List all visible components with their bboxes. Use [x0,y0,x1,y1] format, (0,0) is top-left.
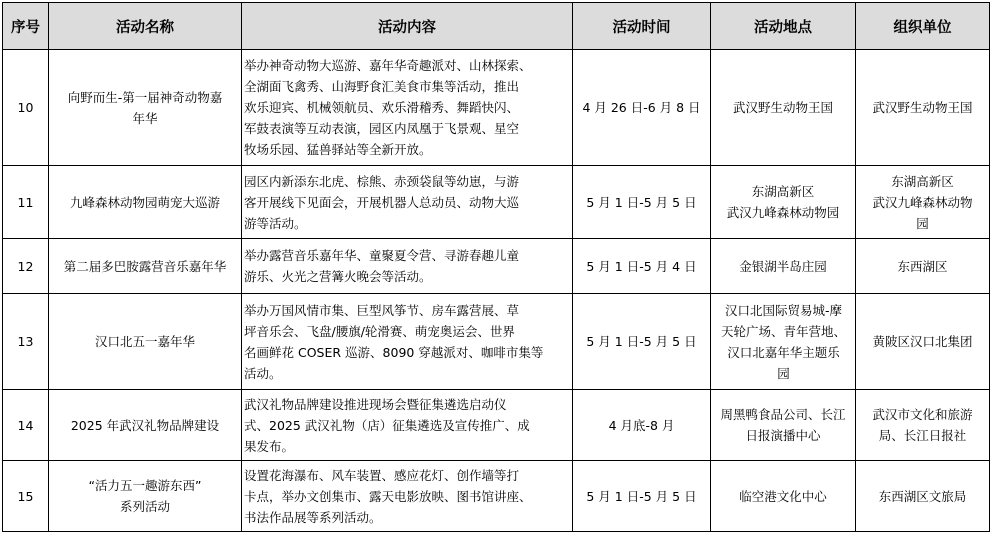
cell-time: 4 月底-8 月 [573,390,711,461]
cell-org: 武汉市文化和旅游 局、长江日报社 [856,390,990,461]
cell-org: 东湖高新区 武汉九峰森林动物 园 [856,166,990,239]
cell-content: 举办万国风情市集、巨型风筝节、房车露营展、草 坪音乐会、飞盘/腰旗/轮滑赛、萌宠奥运会、世界 名画鲜花 COSER 巡游、8090 穿越派对、咖啡市集等 活动。 [242,294,573,390]
cell-seq: 11 [3,166,49,239]
cell-content: 举办神奇动物大巡游、嘉年华奇趣派对、山林探索、 全湖面飞禽秀、山海野食汇美食市集等活动，推出 欢乐迎宾、机械领航员、欢乐滑稽秀、舞蹈快闪、 军鼓表演等互动表演，园区内凤凰于飞景观、星空 牧场乐园、猛兽驿站等全新开放。 [242,50,573,166]
cell-time: 5 月 1 日-5 月 4 日 [573,239,711,294]
table-row [3,166,990,239]
cell-seq: 12 [3,239,49,294]
cell-name: 九峰森林动物园萌宠大巡游 [49,166,242,239]
cell-place: 临空港文化中心 [711,461,856,532]
header-seq: 序号 [3,3,49,50]
cell-name: 汉口北五一嘉年华 [49,294,242,390]
header-content: 活动内容 [242,3,573,50]
cell-time: 4 月 26 日-6 月 8 日 [573,50,711,166]
cell-name: “活力五一趣游东西” 系列活动 [49,461,242,532]
cell-place: 周黑鸭食品公司、长江 日报演播中心 [711,390,856,461]
table-header-row [3,3,990,50]
cell-content: 举办露营音乐嘉年华、童聚夏令营、寻游春趣儿童 游乐、火光之营篝火晚会等活动。 [242,239,573,294]
header-place: 活动地点 [711,3,856,50]
table-row [3,461,990,532]
cell-org: 东西湖区文旅局 [856,461,990,532]
cell-time: 5 月 1 日-5 月 5 日 [573,294,711,390]
table-row [3,50,990,166]
cell-seq: 10 [3,50,49,166]
header-name: 活动名称 [49,3,242,50]
cell-seq: 13 [3,294,49,390]
cell-content: 设置花海瀑布、风车装置、感应花灯、创作墙等打 卡点，举办文创集市、露天电影放映、图书馆讲座、 书法作品展等系列活动。 [242,461,573,532]
cell-content: 园区内新添东北虎、棕熊、赤颈袋鼠等幼崽，与游 客开展线下见面会，开展机器人总动员、动物大巡 游等活动。 [242,166,573,239]
cell-org: 武汉野生动物王国 [856,50,990,166]
cell-seq: 15 [3,461,49,532]
cell-place: 汉口北国际贸易城-摩 天轮广场、青年营地、 汉口北嘉年华主题乐 园 [711,294,856,390]
table-row [3,239,990,294]
cell-name: 2025 年武汉礼物品牌建设 [49,390,242,461]
cell-time: 5 月 1 日-5 月 5 日 [573,461,711,532]
cell-place: 金银湖半岛庄园 [711,239,856,294]
header-time: 活动时间 [573,3,711,50]
activity-table [2,2,990,532]
cell-seq: 14 [3,390,49,461]
cell-time: 5 月 1 日-5 月 5 日 [573,166,711,239]
header-org: 组织单位 [856,3,990,50]
cell-name: 向野而生-第一届神奇动物嘉 年华 [49,50,242,166]
cell-org: 黄陂区汉口北集团 [856,294,990,390]
cell-org: 东西湖区 [856,239,990,294]
cell-place: 武汉野生动物王国 [711,50,856,166]
table-row [3,390,990,461]
table-row [3,294,990,390]
cell-name: 第二届多巴胺露营音乐嘉年华 [49,239,242,294]
cell-place: 东湖高新区 武汉九峰森林动物园 [711,166,856,239]
cell-content: 武汉礼物品牌建设推进现场会暨征集遴选启动仪 式、2025 武汉礼物（店）征集遴选及宣传推广、成 果发布。 [242,390,573,461]
